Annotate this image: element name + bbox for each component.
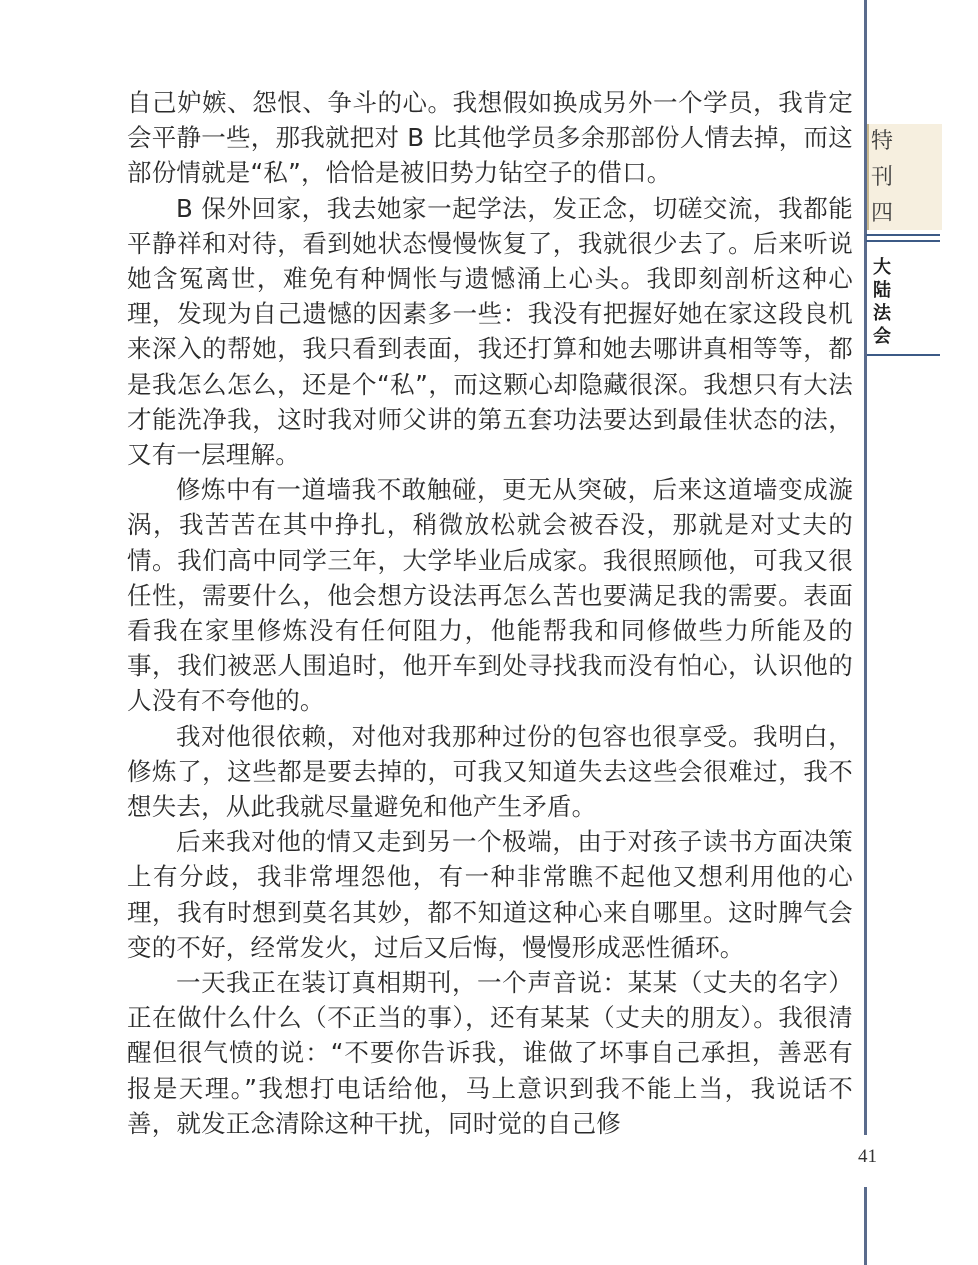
tab-divider-line <box>866 234 940 236</box>
issue-label: 特刊四 <box>870 129 893 226</box>
paragraph: B 保外回家，我去她家一起学法，发正念，切磋交流，我都能平静祥和对待，看到她状态慢慢恢复了，我就很少去了。后来听说她含冤离世，难免有种惆怅与遗憾涌上心头。我即刻剖析这种心理，发现为自己遗憾的因素多一些：我没有把握好她在家这段良机来深入的帮她，我只看到表面，我还打算和她去哪讲真相等等，都是我怎么怎么，还是个“私”，而这颗心却隐藏很深。我想只有大法才能洗净我，这时我对师父讲的第五套功法要达到最佳状态的法，又有一层理解。 <box>127 193 853 470</box>
tab-divider-line <box>866 240 940 242</box>
section-label: 大陆法会 <box>873 257 891 347</box>
paragraph: 修炼中有一道墙我不敢触碰，更无从突破，后来这道墙变成漩涡，我苦苦在其中挣扎，稍微放松就会被吞没，那就是对丈夫的情。我们高中同学三年，大学毕业后成家。我很照顾他，可我又很任性，需要什么，他会想方设法再怎么苦也要满足我的需要。表面看我在家里修炼没有任何阻力，他能帮我和同修做些力所能及的事，我们被恶人围追时，他开车到处寻找我而没有怕心，认识他的人没有不夸他的。 <box>127 475 853 716</box>
paragraph: 一天我正在装订真相期刊，一个声音说：某某（丈夫的名字）正在做什么什么（不正当的事），还有某某（丈夫的朋友）。我很清醒但很气愤的说：“不要你告诉我，谁做了坏事自己承担，善恶有报是天理。”我想打电话给他，马上意识到我不能上当，我说话不善，就发正念清除这种干扰，同时觉的自己修 <box>127 968 853 1138</box>
paragraph: 后来我对他的情又走到另一个极端，由于对孩子读书方面决策上有分歧，我非常埋怨他，有一种非常瞧不起他又想利用他的心理，我有时想到莫名其妙，都不知道这种心来自哪里。这时脾气会变的不好，经常发火，过后又后悔，慢慢形成恶性循环。 <box>127 827 853 962</box>
article-body <box>127 85 853 1141</box>
paragraph: 我对他很依赖，对他对我那种过份的包容也很享受。我明白，修炼了，这些都是要去掉的，可我又知道失去这些会很难过，我不想失去，从此我就尽量避免和他产生矛盾。 <box>127 721 853 822</box>
paragraph-continued: 自己妒嫉、怨恨、争斗的心。我想假如换成另外一个学员，我肯定会平静一些，那我就把对 B 比其他学员多余那部份人情去掉，而这部份情就是“私”，恰恰是被旧势力钻空子的借口。 <box>127 88 853 188</box>
page-number: 41 <box>858 1146 877 1167</box>
